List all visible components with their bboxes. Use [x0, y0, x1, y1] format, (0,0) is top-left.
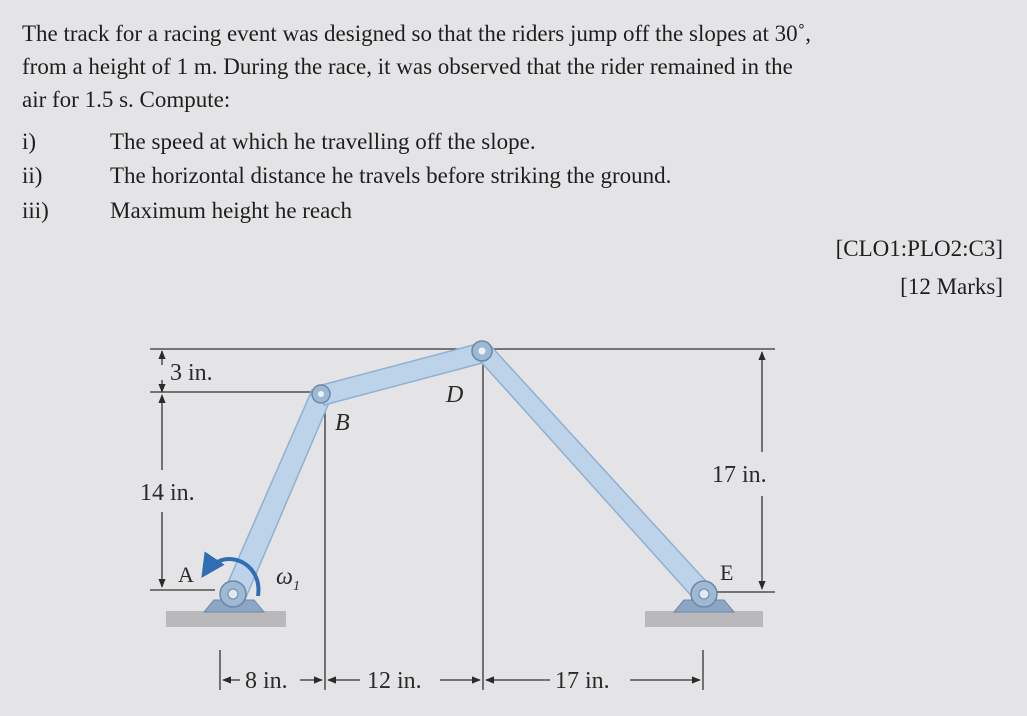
marks-tag: [12 Marks]: [900, 274, 1003, 299]
label-17in-horizontal: 17 in.: [555, 668, 610, 694]
ground-a: [166, 611, 286, 627]
subquestion-2-number: ii): [22, 163, 43, 188]
link-de: [473, 344, 714, 601]
label-point-a: A: [178, 562, 194, 587]
pin-b: [312, 385, 330, 403]
ground-e: [645, 611, 763, 627]
subquestion-1-number: i): [22, 129, 37, 154]
support-a: [204, 581, 264, 612]
subquestion-3-text: Maximum height he reach: [110, 198, 353, 223]
subquestion-1-text: The speed at which he travelling off the slope.: [110, 129, 536, 154]
label-point-b: B: [335, 410, 350, 436]
subquestion-3-number: iii): [22, 198, 49, 223]
label-omega: $\omega_1$: [276, 564, 300, 594]
label-17in-vertical: 17 in.: [712, 462, 767, 488]
question-line-2: from a height of 1 m. During the race, it was observed that the rider remained in the: [22, 54, 793, 79]
label-12in: 12 in.: [367, 668, 422, 694]
label-3in: 3 in.: [170, 360, 213, 386]
label-point-e: E: [720, 560, 734, 585]
label-8in: 8 in.: [245, 668, 288, 694]
label-14in: 14 in.: [140, 480, 195, 506]
pin-d: [472, 341, 492, 361]
label-point-d: D: [446, 382, 464, 408]
question-line-1: The track for a racing event was designed so that the riders jump off the slopes at 30˚,: [22, 21, 811, 46]
clo-tag: [CLO1:PLO2:C3]: [835, 236, 1003, 261]
question-line-3: air for 1.5 s. Compute:: [22, 87, 231, 112]
subquestion-2-text: The horizontal distance he travels before striking the ground.: [110, 163, 672, 188]
